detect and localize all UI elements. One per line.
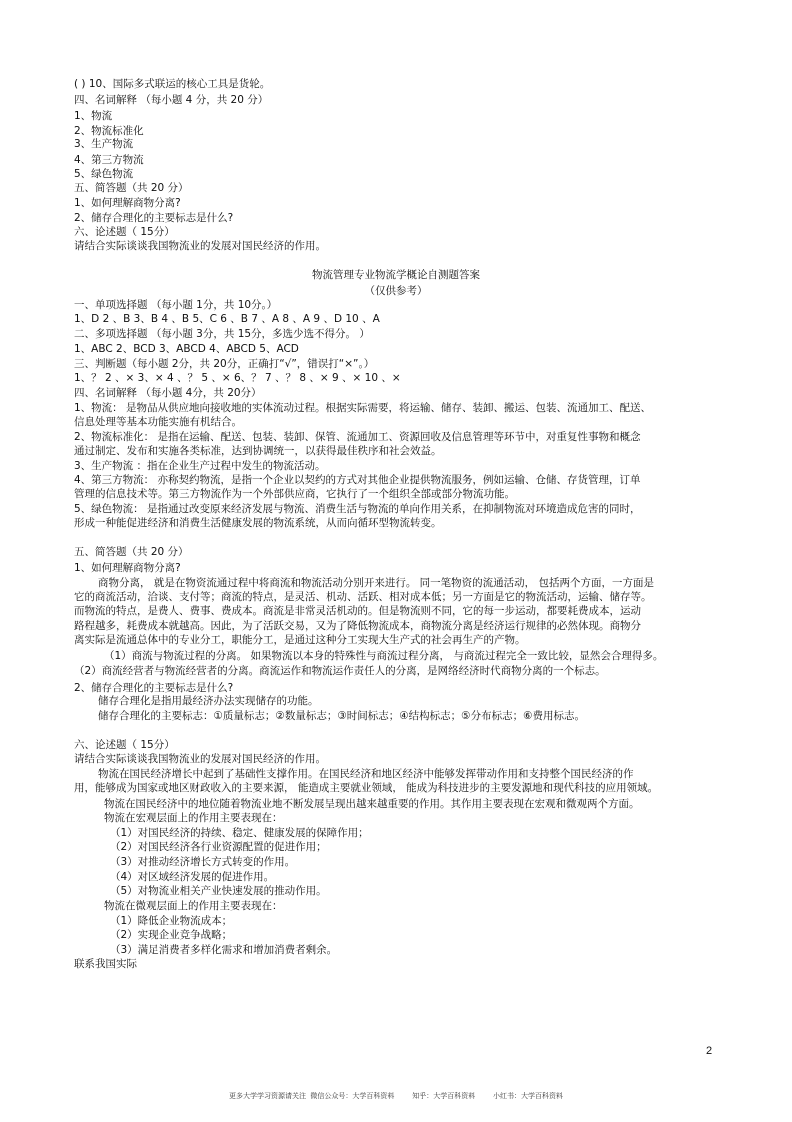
paragraph: （2）商流经营者与物流经营者的分离。商流运作和物流运作责任人的分离，是网络经济时代商物分离的一个标志。 [74, 665, 606, 677]
definition: 3、生产物流 ：指在企业生产过程中发生的物流活动。 [74, 460, 326, 472]
definition: 4、第三方物流： 亦称契约物流，是指一个企业以契约的方式对其他企业提供物流服务，例如运输、仓储、存货管理，订单 [74, 474, 641, 486]
term-item: 1、物流 [74, 110, 113, 122]
paragraph: 路程越多，耗费成本就越高。因此，为了活跃交易，又为了降低物流成本，商物流分离是经济运行规律的必然体现。商物分 [74, 620, 641, 632]
question-item: 2、储存合理化的主要标志是什么? [74, 212, 234, 224]
list-item: （3）对推动经济增长方式转变的作用。 [110, 856, 296, 868]
paragraph: 储存合理化的主要标志：①质量标志；②数量标志；③时间标志；④结构标志；⑤分布标志；⑥费用标志。 [98, 710, 585, 722]
definition: 5、绿色物流： 是指通过改变原来经济发展与物流、消费生活与物流的单向作用关系，在抑制物流对环境造成危害的同时， [74, 503, 641, 515]
paragraph: （1）商流与物流过程的分离。 如果物流以本身的特殊性与商流过程分离， 与商流过程完全一致比较，显然会合理得多。 [104, 650, 664, 662]
term-item: 5、绿色物流 [74, 168, 134, 180]
question-item: 1、如何理解商物分离? [74, 562, 181, 574]
essay-question: 请结合实际谈谈我国物流业的发展对国民经济的作用。 [74, 240, 326, 252]
section-heading: 六、论述题（ 15分） [74, 226, 175, 238]
definition: 形成一种能促进经济和消费生活健康发展的物流系统，从而向循环型物流转变。 [74, 517, 442, 529]
section-heading: 五、简答题（共 20 分） [74, 182, 189, 194]
section-heading: 四、名词解释 （每小题 4分，共 20分） [74, 387, 262, 399]
term-item: 2、物流标准化 [74, 125, 144, 137]
list-item: （1）降低企业物流成本； [110, 915, 233, 927]
definition: 管理的信息技术等。第三方物流作为一个外部供应商，它执行了一个组织全部或部分物流功能。 [74, 488, 515, 500]
question-item: 2、储存合理化的主要标志是什么? [74, 682, 234, 694]
question-10: ( ) 10、国际多式联运的核心工具是货轮。 [74, 78, 271, 90]
list-item: （4）对区域经济发展的促进作用。 [110, 871, 275, 883]
section-heading: 一、单项选择题 （每小题 1分，共 10分。） [74, 299, 278, 311]
list-item: （2）实现企业竞争战略； [110, 929, 233, 941]
list-item: （5）对物流业相关产业快速发展的推动作用。 [110, 885, 327, 897]
list-item: （1）对国民经济的持续、稳定、健康发展的保障作用； [110, 827, 369, 839]
definition: 2、物流标准化： 是指在运输、配送、包装、装卸、保管、流通加工、资源回收及信息管理等环节中，对重复性事物和概念 [74, 431, 641, 443]
question-item: 1、如何理解商物分离? [74, 197, 181, 209]
list-item: （2）对国民经济各行业资源配置的促进作用； [110, 841, 327, 853]
page-number: 2 [706, 1045, 713, 1057]
section-heading: 五、简答题（共 20 分） [74, 546, 189, 558]
answer-line: 1、？ 2 、× 3、× 4 、？ 5 、× 6、？ 7 、？ 8 、× 9 、× 10 、× [74, 372, 401, 384]
answers-subtitle: （仅供参考） [364, 285, 428, 297]
paragraph: 物流在微观层面上的作用主要表现在： [104, 900, 283, 912]
paragraph: 它的商流活动，洽谈、支付等；商流的特点，是灵活、机动、活跃、相对成本低；另一方面是它的物流活动，运输、储存等。 [74, 591, 652, 603]
paragraph: 而物流的特点，是费人、费事、费成本。商流是非常灵活机动的。但是物流则不同，它的每一步运动，都要耗费成本，运动 [74, 605, 641, 617]
definition: 1、物流： 是物品从供应地向接收地的实体流动过程。根据实际需要，将运输、储存、装卸、搬运、包装、流通加工、配送、 [74, 402, 652, 414]
paragraph: 储存合理化是指用最经济办法实现储存的功能。 [98, 695, 319, 707]
paragraph: 物流在宏观层面上的作用主要表现在： [104, 812, 283, 824]
essay-question: 请结合实际谈谈我国物流业的发展对国民经济的作用。 [74, 753, 326, 765]
answer-line: 1、D 2 、B 3、B 4 、B 5、C 6 、B 7 、A 8 、A 9 、D 10 、A [74, 313, 380, 325]
answer-line: 1、ABC 2、BCD 3、ABCD 4、ABCD 5、ACD [74, 343, 299, 355]
paragraph: 联系我国实际 [74, 958, 137, 970]
footer-note: 更多大学学习资源请关注 微信公众号：大学百科资料 知乎：大学百科资料 小红书：大学百科资料 [228, 1092, 564, 1100]
list-item: （3）满足消费者多样化需求和增加消费者剩余。 [110, 944, 338, 956]
section-heading: 四、名词解释 （每小题 4 分，共 20 分） [74, 94, 269, 106]
section-heading: 三、判断题（每小题 2分，共 20分，正确打“√”，错误打“×”。） [74, 358, 375, 370]
paragraph: 物流在国民经济增长中起到了基础性支撑作用。在国民经济和地区经济中能够发挥带动作用和支持整个国民经济的作 [98, 768, 634, 780]
section-heading: 二、多项选择题 （每小题 3分，共 15分，多选少选不得分。 ） [74, 328, 370, 340]
answers-title: 物流管理专业物流学概论自测题答案 [312, 269, 480, 281]
paragraph: 商物分离， 就是在物资流通过程中将商流和物流活动分别开来进行。 同一笔物资的流通活动， 包括两个方面，一方面是 [98, 577, 655, 589]
paragraph: 用，能够成为国家或地区财政收入的主要来源， 能造成主要就业领域， 能成为科技进步的主要发源地和现代科技的应用领域。 [74, 782, 659, 794]
term-item: 4、第三方物流 [74, 154, 144, 166]
paragraph: 离实际是流通总体中的专业分工，职能分工，是通过这种分工实现大生产式的社会再生产的产物。 [74, 634, 526, 646]
term-item: 3、生产物流 [74, 138, 134, 150]
definition: 通过制定、发布和实施各类标准，达到协调统一，以获得最佳秩序和社会效益。 [74, 445, 442, 457]
definition: 信息处理等基本功能实施有机结合。 [74, 416, 242, 428]
section-heading: 六、论述题（ 15分） [74, 739, 175, 751]
paragraph: 物流在国民经济中的地位随着物流业地不断发展呈现出越来越重要的作用。其作用主要表现在宏观和微观两个方面。 [104, 798, 640, 810]
